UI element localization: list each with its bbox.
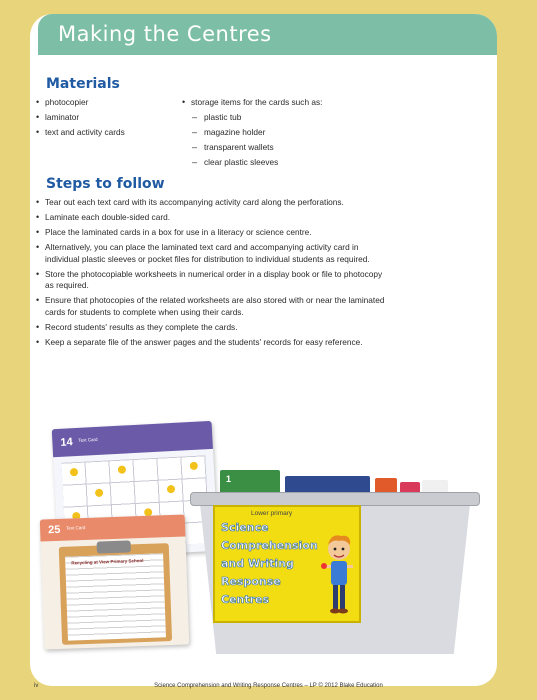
sun-icon [70, 468, 78, 476]
label-line: and Writing [221, 557, 294, 570]
materials-heading: Materials [46, 76, 120, 92]
steps-list [36, 197, 391, 352]
list-item: – transparent wallets [192, 140, 278, 155]
sun-icon [118, 465, 126, 473]
label-line: Science [221, 521, 269, 534]
list-item: • Place the laminated cards in a box for use in a literacy or science centre. [36, 227, 391, 239]
box-card-number: 1 [226, 474, 232, 484]
sun-icon [190, 462, 198, 470]
list-item: – plastic tub [192, 110, 278, 125]
clipboard-clamp [97, 540, 131, 553]
materials-list-left [36, 95, 125, 140]
text-card-25 [40, 515, 189, 650]
list-item: • photocopier [36, 95, 125, 110]
card-label: Text Card [66, 524, 86, 531]
list-item: • Laminate each double-sided card. [36, 212, 391, 224]
storage-sublist [192, 110, 278, 170]
page-title: Making the Centres [58, 22, 272, 46]
list-item: • Ensure that photocopies of the related worksheets are also stored with or near the laminated cards for students to complete when using their cards. [36, 295, 391, 318]
sun-icon [167, 485, 175, 493]
card-number: 14 [60, 436, 73, 449]
list-item: – magazine holder [192, 125, 278, 140]
list-item: • Tear out each text card with its accompanying activity card along the perforations. [36, 197, 391, 209]
tub-label [213, 505, 361, 623]
label-line: Centres [221, 593, 270, 606]
card-number: 25 [47, 523, 61, 537]
clipboard-title: Recycling at View Primary School [71, 557, 144, 566]
label-line: Response [221, 575, 281, 588]
list-item: • storage items for the cards such as: [182, 95, 322, 110]
boy-scientist-icon [319, 531, 359, 621]
list-item: • laminator [36, 110, 125, 125]
list-item: • text and activity cards [36, 125, 125, 140]
materials-list-right [182, 95, 322, 110]
sun-icon [95, 489, 103, 497]
clipboard [59, 543, 172, 645]
label-level: Lower primary [251, 510, 293, 517]
list-item: • Keep a separate file of the answer pages and the students' records for easy reference. [36, 337, 391, 349]
list-item: – clear plastic sleeves [192, 155, 278, 170]
steps-heading: Steps to follow [46, 176, 165, 192]
list-item: • Record students' results as they complete the cards. [36, 322, 391, 334]
label-line: Comprehension [221, 539, 318, 552]
list-item: • Store the photocopiable worksheets in numerical order in a display book or file to photocopy as required. [36, 269, 391, 292]
list-item: • Alternatively, you can place the laminated text card and accompanying activity card in individual plastic sleeves or pocket files for distribution to individual students as required. [36, 242, 391, 265]
page-number: iv [34, 683, 39, 689]
card-label: Text Card [78, 436, 98, 443]
footer-credit: Science Comprehension and Writing Response Centres – LP © 2012 Blake Education [154, 683, 383, 689]
